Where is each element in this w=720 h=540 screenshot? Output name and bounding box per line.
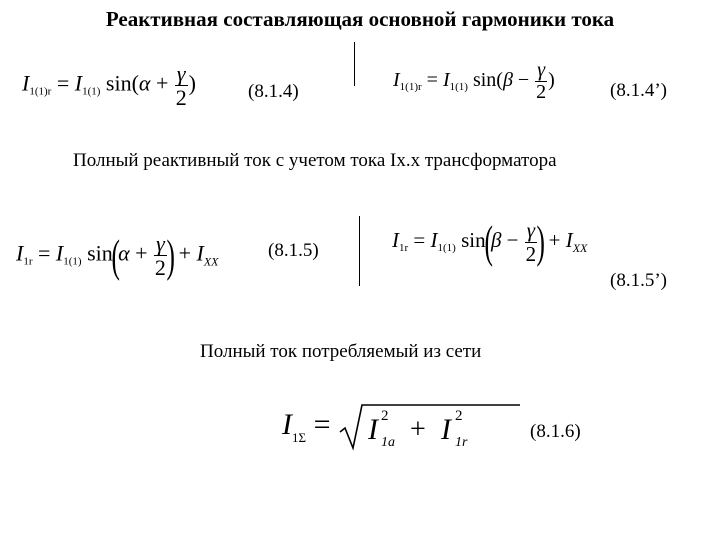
svg-text:I: I <box>441 413 451 446</box>
svg-text:I: I <box>368 413 378 446</box>
svg-text:+: + <box>410 414 426 445</box>
square-root <box>338 402 522 452</box>
column-divider <box>354 42 355 86</box>
reactive-current-heading: Полный реактивный ток с учетом тока Iх.х трансформатора <box>73 150 557 171</box>
svg-text:2: 2 <box>455 408 463 424</box>
equation-8-1-5-prime: $I_{1r} = I_{1(1)}$ sin(β − $\frac{\gamma}{2}$ ) + $I_{XX}$ <box>392 216 588 267</box>
column-divider-2 <box>359 216 360 286</box>
svg-text:1r: 1r <box>455 435 468 450</box>
equation-8-1-4: $I_{1(1)r} = I_{1(1)}$ sin(α + $\frac{\gamma}{2}$ ) <box>22 61 196 111</box>
slide-title: Реактивная составляющая основной гармоники тока <box>105 7 615 31</box>
total-current-heading: Полный ток потребляемый из сети <box>200 341 482 362</box>
svg-text:2: 2 <box>381 408 389 424</box>
equation-8-1-4-prime: $I_{1(1)r} = I_{1(1)}$ sin(β − $\frac{\gamma}{2}$ ) <box>393 59 555 103</box>
equation-number-8-1-4: (8.1.4) <box>248 81 299 102</box>
equation-number-8-1-5: (8.1.5) <box>268 240 319 261</box>
svg-text:1a: 1a <box>381 435 395 450</box>
equation-number-8-1-4-prime: (8.1.4’) <box>610 80 667 101</box>
equation-8-1-5: $I_{1r} = I_{1(1)}$ sin(α + $\frac{\gamma}{2}$ ) + $I_{XX}$ <box>16 229 219 281</box>
equation-8-1-6: $I_{1\Sigma}$ = I 2 1a + I 2 1r <box>282 402 522 452</box>
equation-number-8-1-5-prime: (8.1.5’) <box>610 270 667 291</box>
equation-number-8-1-6: (8.1.6) <box>530 421 581 442</box>
